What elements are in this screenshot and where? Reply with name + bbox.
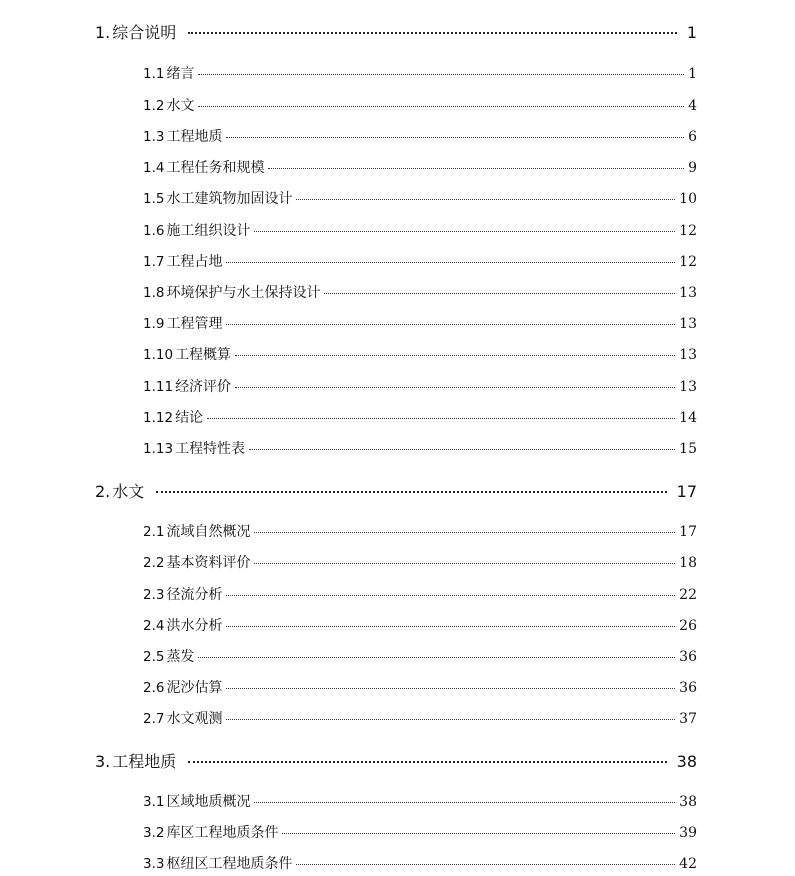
toc-number: 1.7 — [143, 254, 165, 270]
toc-title: 库区工程地质条件 — [166, 825, 279, 841]
dot-leader — [198, 106, 684, 107]
toc-section-1-3[interactable] — [143, 126, 697, 146]
toc-number: 1.5 — [143, 191, 165, 207]
toc-title: 综合说明 — [112, 23, 177, 42]
toc-number: 2.6 — [143, 680, 165, 696]
dot-leader — [254, 563, 675, 564]
dot-leader — [198, 74, 684, 75]
toc-section-1-6[interactable] — [143, 220, 697, 240]
toc-number: 2.4 — [143, 618, 165, 634]
dot-leader — [254, 802, 675, 803]
dot-leader — [282, 833, 675, 834]
toc-page-number: 6 — [688, 129, 697, 145]
toc-page-number: 12 — [679, 254, 697, 270]
toc-title: 水工建筑物加固设计 — [166, 191, 293, 207]
toc-page-number: 13 — [679, 379, 697, 395]
toc-section-2-4[interactable] — [143, 615, 697, 635]
toc-title: 水文 — [166, 98, 195, 114]
toc-page-number: 18 — [679, 555, 697, 571]
toc-page-number: 36 — [679, 680, 697, 696]
toc-page-number: 26 — [679, 618, 697, 634]
toc-number: 3.2 — [143, 825, 165, 841]
toc-title: 工程任务和规模 — [166, 160, 265, 176]
dot-leader — [254, 532, 675, 533]
toc-number: 2.7 — [143, 711, 165, 727]
toc-page-number: 13 — [679, 347, 697, 363]
toc-number: 1.12 — [143, 410, 174, 426]
toc-number: 3. — [95, 752, 111, 771]
dot-leader — [156, 491, 666, 493]
toc-title: 结论 — [175, 410, 204, 426]
toc-section-1-9[interactable] — [143, 313, 697, 333]
dot-leader — [235, 355, 675, 356]
toc-section-1-7[interactable] — [143, 251, 697, 271]
toc-page-number: 38 — [679, 794, 697, 810]
toc-page-number: 42 — [679, 856, 697, 872]
toc-section-1-13[interactable] — [143, 438, 697, 458]
toc-page-number: 12 — [679, 223, 697, 239]
toc-section-1-8[interactable] — [143, 282, 697, 302]
toc-number: 1.1 — [143, 66, 165, 82]
toc-number: 1.13 — [143, 441, 174, 457]
toc-title: 洪水分析 — [166, 618, 223, 634]
toc-title: 工程特性表 — [175, 441, 246, 457]
toc-number: 3.1 — [143, 794, 165, 810]
toc-section-2-3[interactable] — [143, 584, 697, 604]
dot-leader — [324, 293, 675, 294]
toc-number: 2.5 — [143, 649, 165, 665]
toc-section-1-12[interactable] — [143, 407, 697, 427]
toc-title: 工程占地 — [166, 254, 223, 270]
toc-title: 基本资料评价 — [166, 555, 251, 571]
toc-number: 1.4 — [143, 160, 165, 176]
toc-number: 2.2 — [143, 555, 165, 571]
dot-leader — [207, 418, 675, 419]
toc-section-2-6[interactable] — [143, 677, 697, 697]
toc-section-2-5[interactable] — [143, 646, 697, 666]
toc-section-3-1[interactable] — [143, 791, 697, 811]
dot-leader — [296, 864, 675, 865]
dot-leader — [226, 324, 675, 325]
toc-page-number: 14 — [679, 410, 697, 426]
toc-page-number: 22 — [679, 587, 697, 603]
toc-title: 蒸发 — [166, 649, 195, 665]
dot-leader — [226, 137, 684, 138]
dot-leader — [226, 688, 675, 689]
toc-number: 2.1 — [143, 524, 165, 540]
toc-page-number: 38 — [676, 752, 697, 771]
toc-number: 1.3 — [143, 129, 165, 145]
toc-section-1-11[interactable] — [143, 376, 697, 396]
toc-section-1-10[interactable] — [143, 344, 697, 364]
toc-number: 2.3 — [143, 587, 165, 603]
toc-section-1-2[interactable] — [143, 95, 697, 115]
toc-number: 1.8 — [143, 285, 165, 301]
toc-chapter-3[interactable] — [95, 749, 697, 772]
dot-leader — [188, 761, 666, 763]
toc-page-number: 1 — [688, 66, 697, 82]
toc-number: 1.2 — [143, 98, 165, 114]
toc-title: 工程管理 — [166, 316, 223, 332]
toc-section-1-4[interactable] — [143, 157, 697, 177]
toc-page-number: 9 — [688, 160, 697, 176]
toc-section-2-2[interactable] — [143, 552, 697, 572]
dot-leader — [198, 657, 675, 658]
toc-page-number: 13 — [679, 285, 697, 301]
toc-title: 径流分析 — [166, 587, 223, 603]
toc-page-number: 17 — [676, 482, 697, 501]
toc-page-number: 4 — [688, 98, 697, 114]
toc-number: 1.9 — [143, 316, 165, 332]
toc-page-number: 36 — [679, 649, 697, 665]
dot-leader — [235, 387, 675, 388]
toc-section-1-1[interactable] — [143, 63, 697, 83]
toc-title: 环境保护与水土保持设计 — [166, 285, 321, 301]
toc-section-2-7[interactable] — [143, 708, 697, 728]
toc-title: 经济评价 — [175, 379, 232, 395]
dot-leader — [188, 32, 677, 34]
toc-title: 工程概算 — [175, 347, 232, 363]
toc-page-number: 37 — [679, 711, 697, 727]
toc-number: 1.6 — [143, 223, 165, 239]
toc-page-number: 13 — [679, 316, 697, 332]
dot-leader — [226, 719, 675, 720]
dot-leader — [296, 199, 675, 200]
dot-leader — [268, 168, 684, 169]
toc-section-3-3[interactable] — [143, 853, 697, 873]
toc-title: 枢纽区工程地质条件 — [166, 856, 293, 872]
dot-leader — [226, 595, 675, 596]
toc-number: 1. — [95, 23, 111, 42]
toc-title: 工程地质 — [166, 129, 223, 145]
toc-section-3-2[interactable] — [143, 822, 697, 842]
toc-chapter-2[interactable] — [95, 479, 697, 502]
toc-page-number: 15 — [679, 441, 697, 457]
toc-page-number: 39 — [679, 825, 697, 841]
toc-number: 1.11 — [143, 379, 174, 395]
toc-title: 泥沙估算 — [166, 680, 223, 696]
toc-page-number: 1 — [686, 23, 697, 42]
toc-title: 水文观测 — [166, 711, 223, 727]
toc-title: 流域自然概况 — [166, 524, 251, 540]
toc-title: 施工组织设计 — [166, 223, 251, 239]
toc-title: 区域地质概况 — [166, 794, 251, 810]
dot-leader — [249, 449, 675, 450]
dot-leader — [254, 231, 675, 232]
toc-number: 3.3 — [143, 856, 165, 872]
toc-section-2-1[interactable] — [143, 521, 697, 541]
toc-page-number: 10 — [679, 191, 697, 207]
dot-leader — [226, 262, 675, 263]
toc-title: 工程地质 — [112, 752, 177, 771]
toc-number: 2. — [95, 482, 111, 501]
toc-chapter-1[interactable] — [95, 20, 697, 43]
toc-number: 1.10 — [143, 347, 174, 363]
toc-section-1-5[interactable] — [143, 188, 697, 208]
dot-leader — [226, 626, 675, 627]
toc-page-number: 17 — [679, 524, 697, 540]
toc-title: 水文 — [112, 482, 145, 501]
toc-title: 绪言 — [166, 66, 195, 82]
